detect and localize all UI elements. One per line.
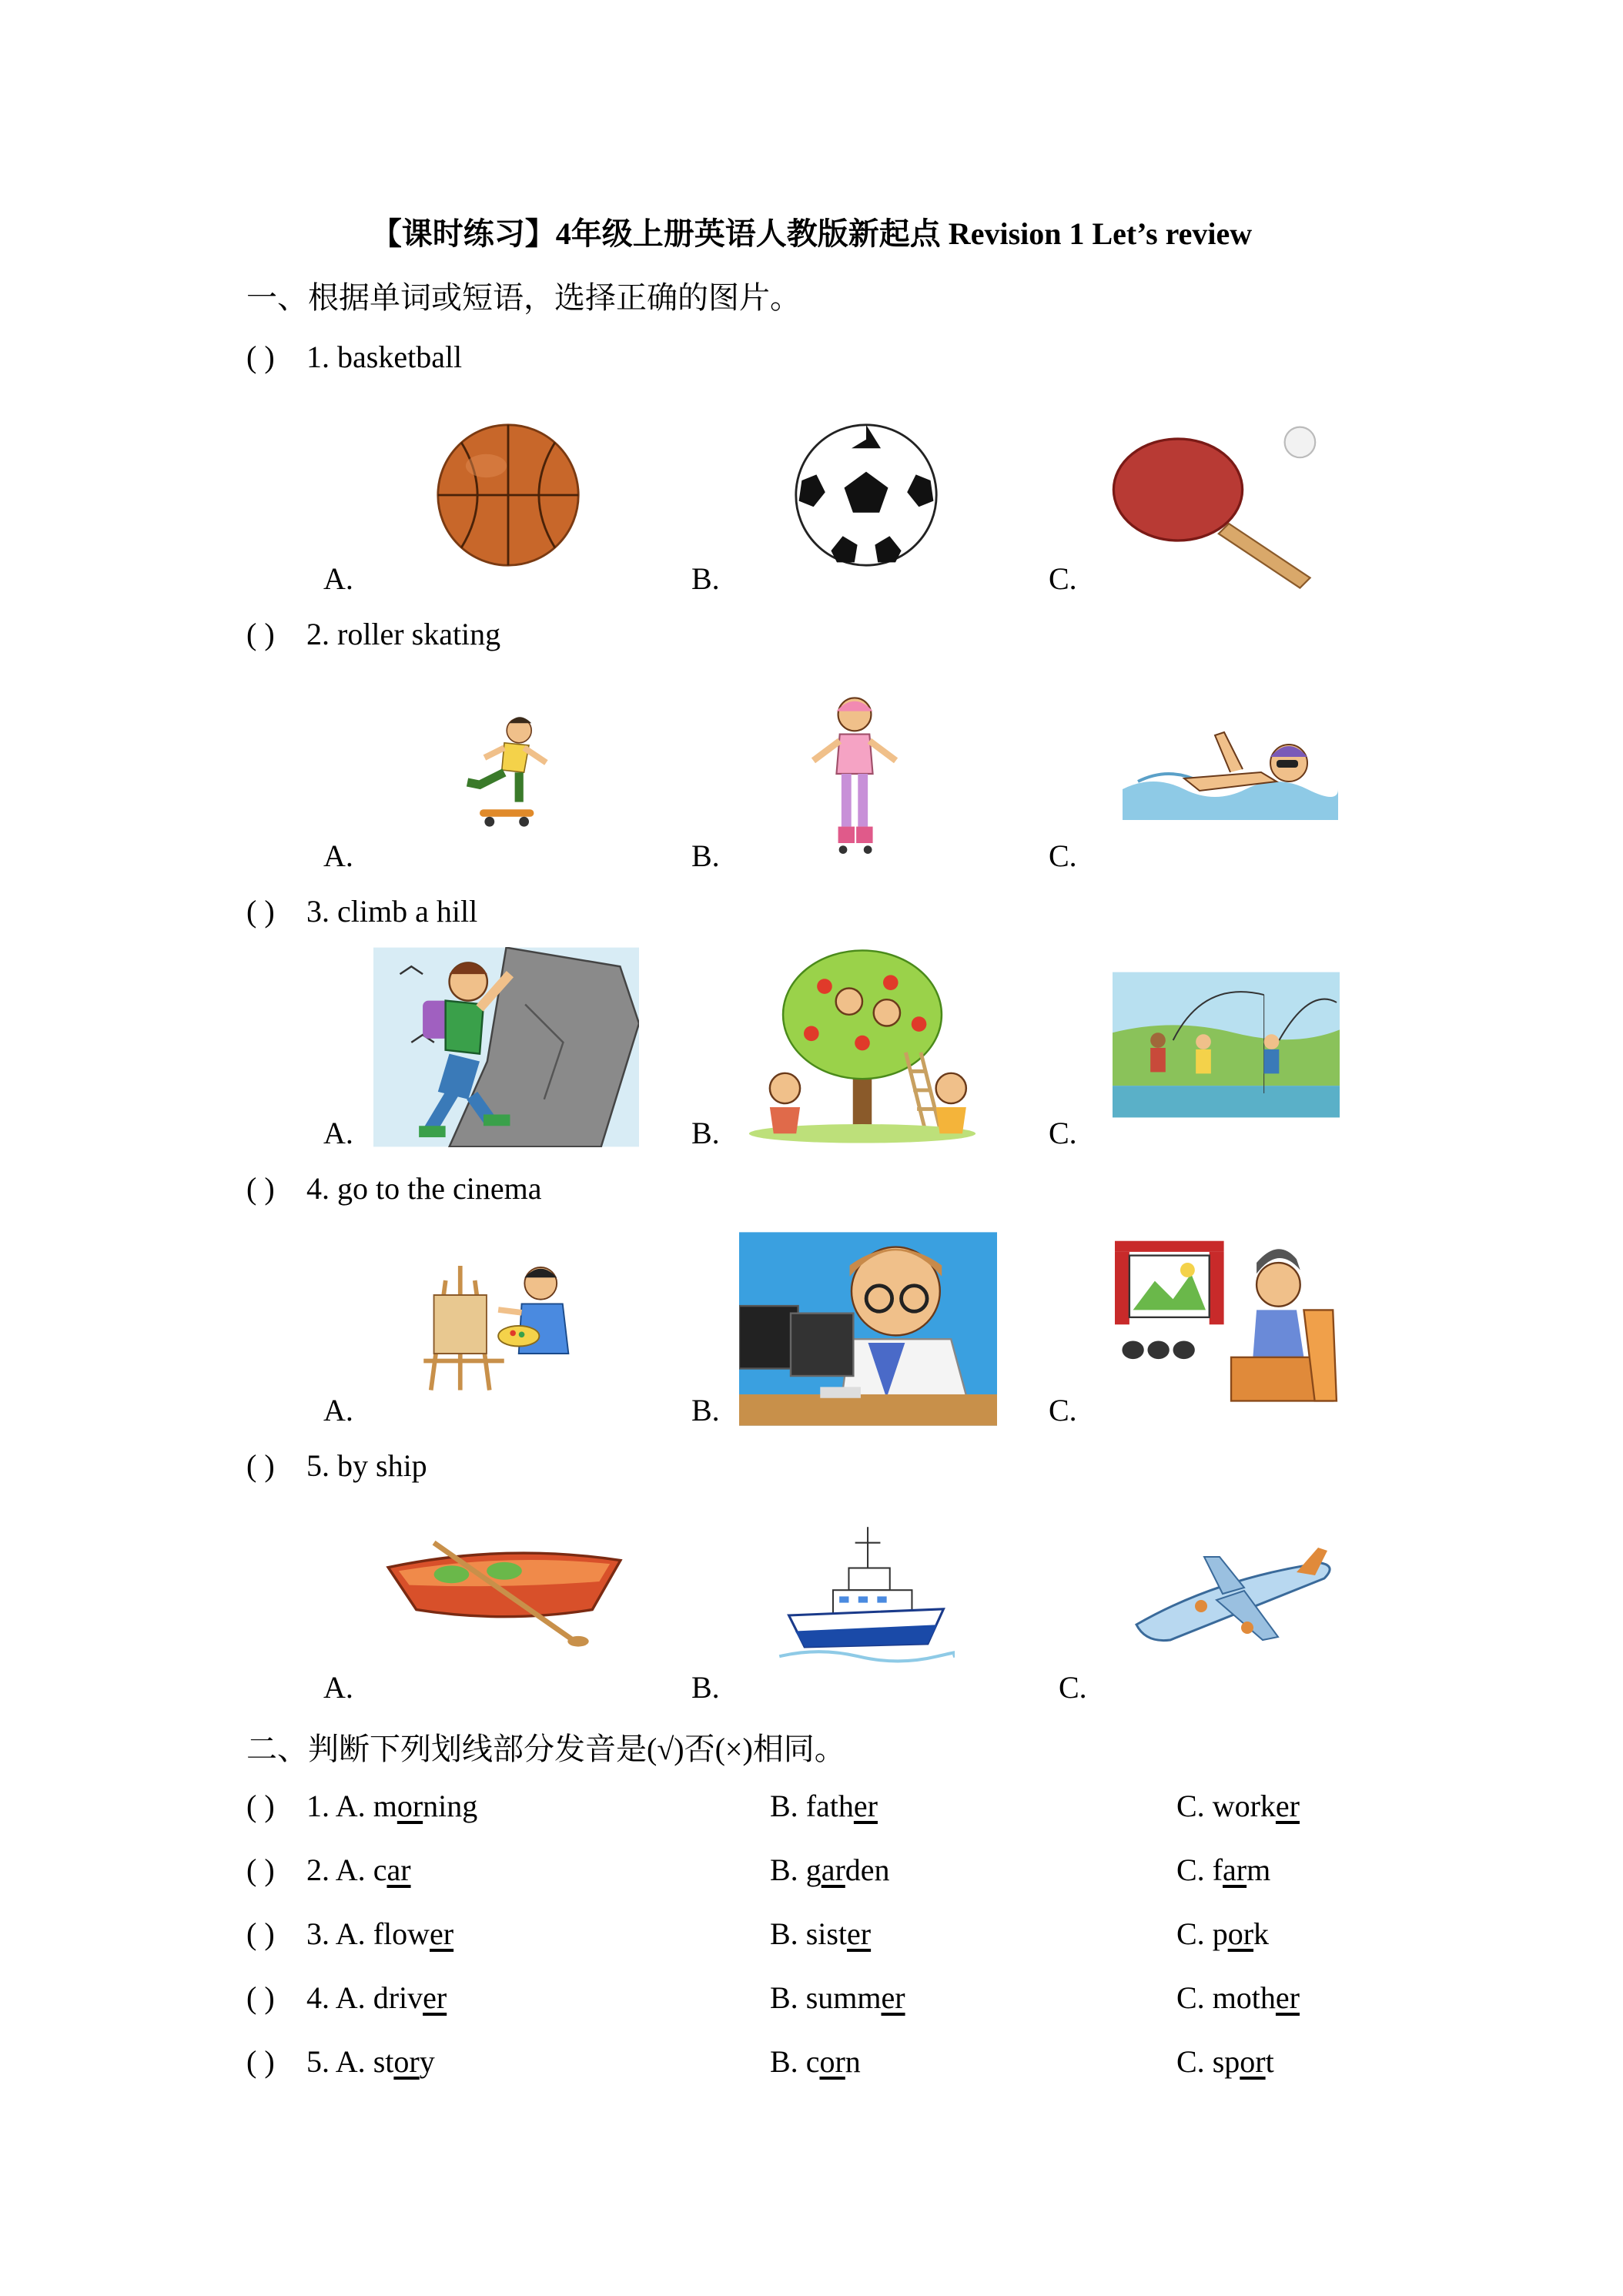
computer-boy-image[interactable]	[739, 1232, 997, 1426]
page-title: 【课时练习】4年级上册英语人教版新起点 Revision 1 Let’s review	[370, 216, 1253, 251]
option-b-label: B.	[691, 1116, 720, 1150]
underlined-part: er	[853, 1789, 878, 1823]
underlined-part: ar	[1223, 1853, 1247, 1887]
underlined-part: er	[881, 1980, 905, 2015]
answer-blank[interactable]: ( )	[246, 1171, 275, 1206]
answer-blank[interactable]: ( )	[246, 617, 275, 651]
option-c: C. worker	[1176, 1789, 1300, 1823]
skateboarding-boy-image[interactable]	[443, 708, 566, 832]
fishing-people-image[interactable]	[1113, 972, 1340, 1118]
option-c: C. mother	[1176, 1980, 1300, 2015]
answer-blank[interactable]: ( )	[246, 1789, 275, 1823]
option-a-label: A.	[323, 1393, 353, 1427]
underlined-part: er	[847, 1916, 872, 1951]
apple-picking-children-image[interactable]	[739, 949, 986, 1145]
question-5	[246, 1448, 427, 1484]
airplane-image[interactable]	[1124, 1548, 1340, 1663]
option-b-label: B.	[691, 1670, 720, 1705]
option-b-label: B.	[691, 838, 720, 873]
underlined-part: or	[393, 2044, 420, 2079]
option-c-label: C.	[1049, 561, 1077, 596]
section1-heading: 一、根据单词或短语，选择正确的图片。	[246, 280, 801, 315]
ping-pong-paddle-image[interactable]	[1109, 422, 1332, 591]
option-a-label: A.	[323, 838, 353, 873]
option-a-label: A.	[323, 1670, 353, 1705]
answer-blank[interactable]: ( )	[246, 340, 275, 374]
basketball-image[interactable]	[435, 422, 581, 568]
question-3	[246, 893, 477, 929]
underlined-part: er	[1275, 1980, 1300, 2015]
option-b: B. corn	[770, 2044, 861, 2079]
roller-skating-girl-image[interactable]	[797, 689, 912, 858]
rock-climbing-boy-image[interactable]	[373, 947, 639, 1147]
pronunciation-question-5: ( ) 5. A. story	[246, 2044, 435, 2079]
section2-heading: 二、判断下列划线部分发音是(√)否(×)相同。	[246, 1732, 845, 1766]
option-c: C. farm	[1176, 1853, 1271, 1887]
underlined-part: ar	[821, 1853, 845, 1887]
option-c-label: C.	[1049, 1393, 1077, 1427]
option-c-label: C.	[1049, 838, 1077, 873]
answer-blank[interactable]: ( )	[246, 1853, 275, 1887]
option-c-label: C.	[1049, 1116, 1077, 1150]
option-c: C. pork	[1176, 1916, 1270, 1951]
underlined-part: er	[1275, 1789, 1300, 1823]
soccer-ball-image[interactable]	[793, 422, 939, 568]
option-b-label: B.	[691, 561, 720, 596]
option-c: C. sport	[1176, 2044, 1274, 2079]
question-4	[246, 1170, 541, 1207]
option-a-label: A.	[323, 561, 353, 596]
option-b: B. summer	[770, 1980, 905, 2015]
ship-image[interactable]	[778, 1521, 955, 1678]
question-text: 5. by ship	[306, 1448, 427, 1483]
question-2	[246, 616, 500, 652]
option-a-label: A.	[323, 1116, 353, 1150]
underlined-part: or	[1240, 2044, 1266, 2079]
swimming-boy-image[interactable]	[1123, 720, 1338, 820]
cinema-boy-image[interactable]	[1115, 1236, 1342, 1421]
question-text: 2. roller skating	[306, 617, 501, 651]
underlined-part: or	[397, 1789, 423, 1823]
pronunciation-question-3: ( ) 3. A. flower	[246, 1916, 454, 1951]
answer-blank[interactable]: ( )	[246, 1448, 275, 1483]
underlined-part: or	[819, 2044, 845, 2079]
option-b: B. sister	[770, 1916, 872, 1951]
underlined-part: ar	[387, 1853, 411, 1887]
answer-blank[interactable]: ( )	[246, 2044, 275, 2079]
option-b-label: B.	[691, 1393, 720, 1427]
option-c-label: C.	[1059, 1670, 1087, 1705]
underlined-part: or	[1227, 1916, 1254, 1951]
question-1	[246, 339, 462, 375]
answer-blank[interactable]: ( )	[246, 1916, 275, 1951]
underlined-part: er	[423, 1980, 447, 2015]
answer-blank[interactable]: ( )	[246, 1980, 275, 2015]
question-text: 4. go to the cinema	[306, 1171, 542, 1206]
pronunciation-question-2: ( ) 2. A. car	[246, 1853, 411, 1887]
underlined-part: er	[430, 1916, 454, 1951]
answer-blank[interactable]: ( )	[246, 894, 275, 929]
pronunciation-question-1: ( ) 1. A. morning	[246, 1789, 478, 1823]
question-text: 3. climb a hill	[306, 894, 478, 929]
pronunciation-question-4: ( ) 4. A. driver	[246, 1980, 447, 2015]
option-b: B. garden	[770, 1853, 890, 1887]
question-text: 1. basketball	[306, 340, 463, 374]
rowing-boat-image[interactable]	[381, 1532, 627, 1655]
option-b: B. father	[770, 1789, 878, 1823]
painting-boy-image[interactable]	[416, 1251, 585, 1397]
